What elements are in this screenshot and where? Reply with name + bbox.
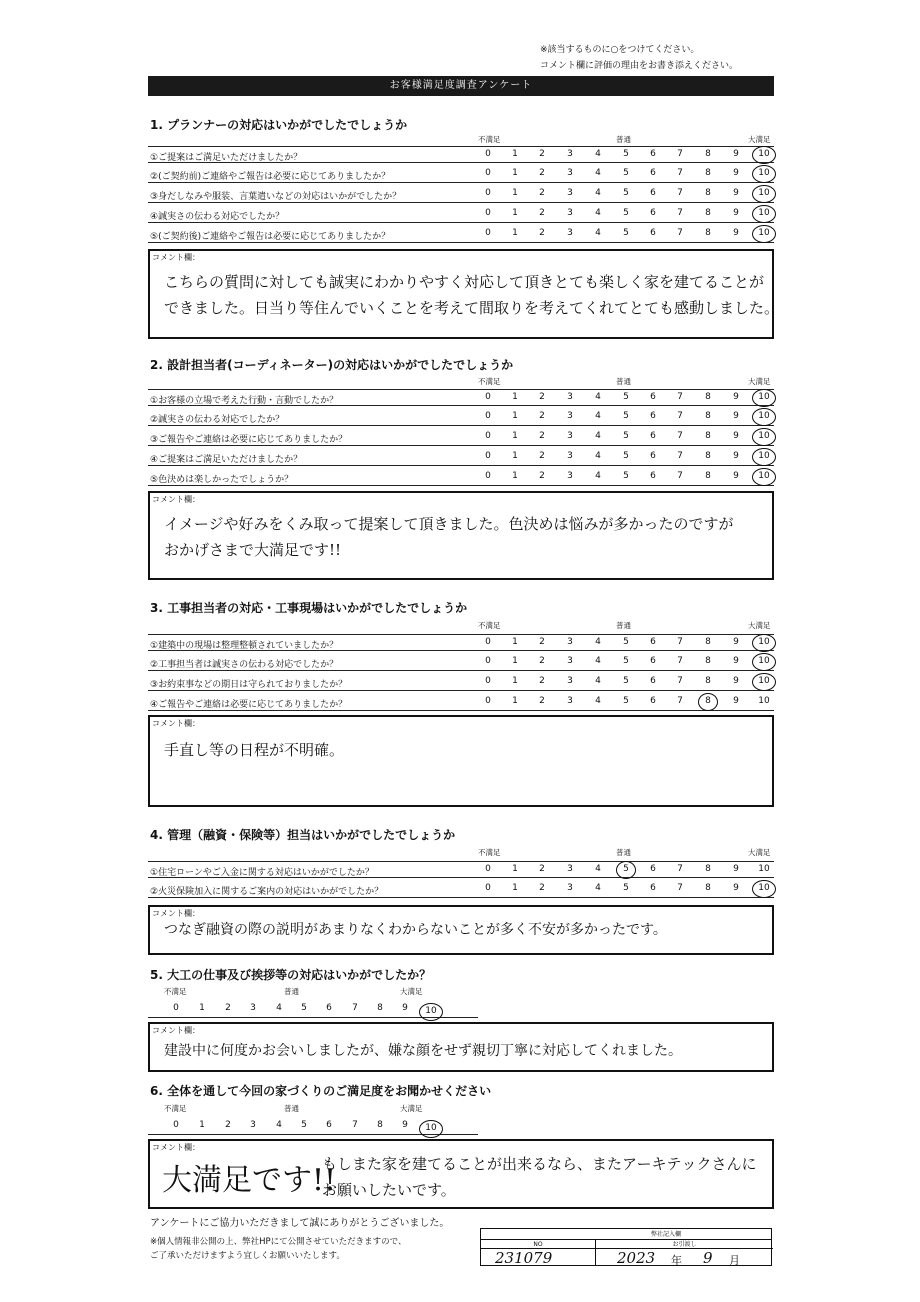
question-row <box>148 881 774 898</box>
rating-option[interactable]: 0 <box>485 188 491 198</box>
question-text: ①お客様の立場で考えた行動・言動でしたか？ <box>150 396 339 406</box>
scale-low-label: 不満足 <box>478 848 501 857</box>
rating-option-selected[interactable]: 10 <box>752 653 776 671</box>
scale-low-label: 不満足 <box>478 377 501 386</box>
rating-option[interactable]: 1 <box>199 1003 205 1013</box>
month-unit: 月 <box>729 1254 740 1267</box>
comment-label: コメント欄： <box>152 719 200 728</box>
question-text: ②(ご契約前)ご連絡やご報告は必要に応じてありましたか？ <box>150 172 391 182</box>
privacy-line: ご了承いただけますよう宜しくお願いいたします。 <box>150 1251 345 1261</box>
comment-text: おかげさまで大満足です!! <box>164 541 342 559</box>
comment-text: つなぎ融資の際の説明があまりなくわからないことが多く不安が多かったです。 <box>164 922 667 938</box>
rating-option[interactable]: 5 <box>623 637 629 647</box>
rating-option[interactable]: 9 <box>733 392 739 402</box>
question-text: ③お約束事などの期日は守られておりましたか？ <box>150 680 348 690</box>
rating-option[interactable]: 5 <box>623 656 629 666</box>
rating-option[interactable]: 6 <box>650 188 656 198</box>
rating-option[interactable]: 7 <box>677 864 683 874</box>
rating-option[interactable]: 9 <box>733 637 739 647</box>
rating-option[interactable]: 1 <box>512 228 518 238</box>
rating-option[interactable]: 3 <box>567 637 573 647</box>
rating-option[interactable]: 3 <box>567 168 573 178</box>
rating-option[interactable]: 2 <box>539 431 545 441</box>
rating-option[interactable]: 1 <box>512 864 518 874</box>
comment-text: イメージや好みをくみ取って提案して頂きました。色決めは悩みが多かったのですが <box>164 515 734 533</box>
rating-option[interactable]: 2 <box>539 411 545 421</box>
rating-option[interactable]: 8 <box>705 149 711 159</box>
rating-option[interactable]: 6 <box>650 228 656 238</box>
section-6-rating-row <box>148 1118 478 1135</box>
rating-option[interactable]: 9 <box>733 149 739 159</box>
rating-option[interactable]: 4 <box>595 883 601 893</box>
scale-mid-label: 普通 <box>616 377 631 386</box>
comment-text: 建設中に何度かお会いしましたが、嫌な顔をせず親切丁寧に対応してくれました。 <box>164 1043 682 1059</box>
question-row <box>148 861 774 878</box>
rating-option[interactable]: 3 <box>567 188 573 198</box>
rating-option-selected[interactable]: 10 <box>752 185 776 203</box>
rating-option[interactable]: 5 <box>623 188 629 198</box>
rating-option[interactable]: 1 <box>512 676 518 686</box>
comment-text: お願いしたいです。 <box>322 1181 456 1199</box>
rating-option[interactable]: 1 <box>512 411 518 421</box>
rating-option[interactable]: 2 <box>539 864 545 874</box>
rating-option[interactable]: 3 <box>567 696 573 706</box>
rating-option[interactable]: 5 <box>623 208 629 218</box>
rating-option[interactable]: 7 <box>677 392 683 402</box>
scale-high-label: 大満足 <box>748 848 771 857</box>
rating-option[interactable]: 6 <box>650 656 656 666</box>
rating-option-selected[interactable]: 10 <box>752 146 776 164</box>
question-text: ③ご報告やご連絡は必要に応じてありましたか？ <box>150 435 348 445</box>
rating-option[interactable]: 1 <box>512 883 518 893</box>
rating-option[interactable]: 9 <box>733 696 739 706</box>
rating-option[interactable]: 8 <box>377 1003 383 1013</box>
question-text: ⑤(ご契約後)ご連絡やご報告は必要に応じてありましたか？ <box>150 232 391 242</box>
rating-option[interactable]: 9 <box>733 168 739 178</box>
rating-option[interactable]: 5 <box>623 696 629 706</box>
rating-option[interactable]: 3 <box>567 411 573 421</box>
rating-option[interactable]: 9 <box>733 676 739 686</box>
rating-option[interactable]: 4 <box>595 431 601 441</box>
rating-option[interactable]: 0 <box>485 696 491 706</box>
rating-option[interactable]: 2 <box>539 451 545 461</box>
rating-option-selected[interactable]: 10 <box>752 673 776 691</box>
rating-option[interactable]: 8 <box>705 883 711 893</box>
rating-option[interactable]: 2 <box>539 471 545 481</box>
rating-option-selected[interactable]: 10 <box>419 1120 443 1138</box>
rating-option[interactable]: 6 <box>650 168 656 178</box>
question-text: ④ご報告やご連絡は必要に応じてありましたか？ <box>150 700 348 710</box>
rating-option[interactable]: 9 <box>733 656 739 666</box>
rating-option[interactable]: 8 <box>705 637 711 647</box>
rating-option[interactable]: 3 <box>567 451 573 461</box>
rating-option[interactable]: 6 <box>650 431 656 441</box>
question-row <box>148 186 774 203</box>
rating-option[interactable]: 7 <box>677 228 683 238</box>
rating-option[interactable]: 2 <box>539 696 545 706</box>
rating-option[interactable]: 2 <box>539 168 545 178</box>
rating-option[interactable]: 5 <box>623 676 629 686</box>
rating-option[interactable]: 2 <box>539 676 545 686</box>
rating-option[interactable]: 4 <box>595 656 601 666</box>
rating-option[interactable]: 3 <box>250 1120 256 1130</box>
question-text: ④ご提案はご満足いただけましたか？ <box>150 455 303 465</box>
question-row <box>148 469 774 486</box>
rating-option[interactable]: 3 <box>567 656 573 666</box>
rating-option-selected[interactable]: 10 <box>752 225 776 243</box>
question-text: ①建築中の現場は整理整頓されていましたか？ <box>150 641 339 651</box>
rating-option[interactable]: 6 <box>650 392 656 402</box>
rating-option[interactable]: 8 <box>705 208 711 218</box>
rating-option[interactable]: 7 <box>352 1003 358 1013</box>
comment-label: コメント欄： <box>152 909 200 918</box>
rating-option[interactable]: 8 <box>705 656 711 666</box>
scale-low-label: 不満足 <box>478 621 501 630</box>
rating-option[interactable]: 8 <box>705 228 711 238</box>
question-row <box>148 694 774 711</box>
comment-big-text: 大満足です!! <box>162 1163 337 1198</box>
rating-option[interactable]: 1 <box>512 451 518 461</box>
privacy-line: ※個人情報非公開の上、弊社HPにて公開させていただきますので、 <box>150 1237 407 1247</box>
question-text: ②工事担当者は誠実さの伝わる対応でしたか？ <box>150 660 339 670</box>
rating-option[interactable]: 10 <box>758 864 770 874</box>
rating-option[interactable]: 8 <box>705 864 711 874</box>
rating-option[interactable]: 4 <box>595 392 601 402</box>
rating-option[interactable]: 3 <box>567 676 573 686</box>
rating-option[interactable]: 9 <box>733 188 739 198</box>
rating-option[interactable]: 1 <box>512 471 518 481</box>
question-text: ④誠実さの伝わる対応でしたか？ <box>150 212 285 222</box>
office-use-label: 弊社記入欄 <box>651 1231 682 1238</box>
rating-option[interactable]: 6 <box>326 1003 332 1013</box>
rating-option[interactable]: 8 <box>705 451 711 461</box>
rating-option[interactable]: 6 <box>650 637 656 647</box>
rating-option[interactable]: 2 <box>539 883 545 893</box>
rating-option[interactable]: 7 <box>677 676 683 686</box>
section-6-title: 6. 全体を通して今回の家づくりのご満足度をお聞かせください <box>150 1084 492 1098</box>
rating-option[interactable]: 4 <box>595 208 601 218</box>
rating-option[interactable]: 2 <box>539 188 545 198</box>
rating-option[interactable]: 6 <box>326 1120 332 1130</box>
rating-option[interactable]: 0 <box>485 676 491 686</box>
scale-low-label: 不満足 <box>478 135 501 144</box>
rating-option[interactable]: 9 <box>733 883 739 893</box>
scale-high-label: 大満足 <box>400 987 423 996</box>
rating-option[interactable]: 2 <box>225 1003 231 1013</box>
comment-text: 手直し等の日程が不明確。 <box>164 741 345 759</box>
rating-option[interactable]: 3 <box>567 208 573 218</box>
rating-option[interactable]: 8 <box>705 676 711 686</box>
rating-option[interactable]: 6 <box>650 883 656 893</box>
rating-option[interactable]: 2 <box>539 208 545 218</box>
rating-option[interactable]: 1 <box>512 392 518 402</box>
rating-option[interactable]: 5 <box>623 471 629 481</box>
table-divider <box>595 1240 596 1266</box>
scale-high-label: 大満足 <box>748 135 771 144</box>
rating-option[interactable]: 6 <box>650 149 656 159</box>
rating-option[interactable]: 2 <box>539 637 545 647</box>
question-row <box>148 226 774 243</box>
rating-option[interactable]: 9 <box>733 431 739 441</box>
rating-option[interactable]: 3 <box>567 471 573 481</box>
rating-option[interactable]: 6 <box>650 411 656 421</box>
rating-option[interactable]: 1 <box>199 1120 205 1130</box>
rating-option[interactable]: 7 <box>677 883 683 893</box>
scale-mid-label: 普通 <box>616 135 631 144</box>
rating-option-selected[interactable]: 10 <box>752 428 776 446</box>
rating-option[interactable]: 4 <box>595 451 601 461</box>
rating-option[interactable]: 6 <box>650 451 656 461</box>
rating-option[interactable]: 1 <box>512 208 518 218</box>
rating-option[interactable]: 5 <box>623 883 629 893</box>
question-text: ⑤色決めは楽しかったでしょうか？ <box>150 475 294 485</box>
rating-option[interactable]: 7 <box>677 471 683 481</box>
rating-option[interactable]: 8 <box>705 471 711 481</box>
rating-option[interactable]: 7 <box>677 188 683 198</box>
scale-mid-label: 普通 <box>284 1104 299 1113</box>
comment-text: できました。日当り等住んでいくことを考えて間取りを考えてくれてとても感動しました。 <box>164 299 780 317</box>
rating-option[interactable]: 0 <box>485 208 491 218</box>
rating-option[interactable]: 9 <box>733 451 739 461</box>
rating-option[interactable]: 8 <box>705 411 711 421</box>
year-unit: 年 <box>671 1254 682 1267</box>
rating-option-selected[interactable]: 10 <box>752 634 776 652</box>
rating-option-selected[interactable]: 10 <box>752 389 776 407</box>
rating-option[interactable]: 8 <box>705 392 711 402</box>
rating-option[interactable]: 3 <box>250 1003 256 1013</box>
office-use-table <box>480 1228 772 1266</box>
question-text: ②誠実さの伝わる対応でしたか？ <box>150 415 285 425</box>
rating-option[interactable]: 0 <box>485 411 491 421</box>
question-row <box>148 429 774 446</box>
rating-option[interactable]: 4 <box>595 149 601 159</box>
rating-option[interactable]: 8 <box>705 168 711 178</box>
rating-option-selected[interactable]: 5 <box>616 861 636 879</box>
rating-option[interactable]: 0 <box>485 431 491 441</box>
rating-option[interactable]: 1 <box>512 149 518 159</box>
rating-option[interactable]: 5 <box>623 149 629 159</box>
rating-option[interactable]: 4 <box>595 637 601 647</box>
rating-option[interactable]: 5 <box>623 392 629 402</box>
rating-option-selected[interactable]: 10 <box>752 205 776 223</box>
rating-option-selected[interactable]: 8 <box>698 693 718 711</box>
rating-option[interactable]: 1 <box>512 696 518 706</box>
comment-label: コメント欄： <box>152 1026 200 1035</box>
rating-option[interactable]: 0 <box>485 168 491 178</box>
handover-year-value[interactable]: 2023 <box>617 1249 656 1267</box>
rating-option-selected[interactable]: 10 <box>752 165 776 183</box>
instruction-note: ※該当するものに○をつけてください。 <box>540 45 700 55</box>
rating-option[interactable]: 2 <box>539 149 545 159</box>
office-use-header <box>481 1229 771 1240</box>
rating-option[interactable]: 8 <box>705 188 711 198</box>
rating-option[interactable]: 5 <box>623 411 629 421</box>
rating-option[interactable]: 4 <box>595 168 601 178</box>
section-2-title: 2. 設計担当者(コーディネーター)の対応はいかがでしたでしょうか <box>150 358 514 372</box>
scale-mid-label: 普通 <box>616 621 631 630</box>
rating-option[interactable]: 7 <box>677 451 683 461</box>
rating-option[interactable]: 5 <box>301 1120 307 1130</box>
question-row <box>148 409 774 426</box>
rating-option[interactable]: 4 <box>276 1003 282 1013</box>
rating-option[interactable]: 7 <box>677 411 683 421</box>
question-row <box>148 634 774 651</box>
rating-option[interactable]: 0 <box>485 637 491 647</box>
rating-option[interactable]: 3 <box>567 431 573 441</box>
thanks-text: アンケートにご協力いただきまして誠にありがとうございました。 <box>150 1218 450 1229</box>
section-5-title: 5. 大工の仕事及び挨拶等の対応はいかがでしたか？ <box>150 968 432 982</box>
rating-option[interactable]: 0 <box>173 1120 179 1130</box>
rating-option[interactable]: 1 <box>512 431 518 441</box>
rating-option[interactable]: 4 <box>595 188 601 198</box>
comment-label: コメント欄： <box>152 495 200 504</box>
question-row <box>148 449 774 466</box>
section-6-comment-box[interactable] <box>148 1139 774 1209</box>
question-text: ①ご提案はご満足いただけましたか？ <box>150 153 303 163</box>
question-row <box>148 674 774 691</box>
section-1-title: 1. プランナーの対応はいかがでしたでしょうか <box>150 118 408 132</box>
rating-option[interactable]: 1 <box>512 637 518 647</box>
rating-option[interactable]: 0 <box>485 883 491 893</box>
rating-option[interactable]: 0 <box>485 451 491 461</box>
rating-option[interactable]: 3 <box>567 149 573 159</box>
rating-option[interactable]: 4 <box>595 676 601 686</box>
rating-option[interactable]: 0 <box>173 1003 179 1013</box>
section-4-comment-box[interactable] <box>148 905 774 955</box>
scale-high-label: 大満足 <box>748 377 771 386</box>
question-row <box>148 654 774 671</box>
comment-instruction-note: コメント欄に評価の理由をお書き添えください。 <box>540 61 739 71</box>
section-1-comment-box[interactable] <box>148 249 780 339</box>
rating-option[interactable]: 7 <box>352 1120 358 1130</box>
rating-option[interactable]: 7 <box>677 149 683 159</box>
rating-option-selected[interactable]: 10 <box>752 408 776 426</box>
rating-option[interactable]: 9 <box>733 208 739 218</box>
scale-mid-label: 普通 <box>616 848 631 857</box>
rating-option[interactable]: 3 <box>567 883 573 893</box>
no-value[interactable]: 231079 <box>495 1249 553 1267</box>
rating-option[interactable]: 6 <box>650 208 656 218</box>
rating-option-selected[interactable]: 10 <box>419 1003 443 1021</box>
question-text: ②火災保険加入に関するご案内の対応はいかがでしたか？ <box>150 887 384 897</box>
question-text: ①住宅ローンやご入金に関する対応はいかがでしたか？ <box>150 868 374 878</box>
comment-label: コメント欄： <box>152 1143 200 1152</box>
rating-option[interactable]: 5 <box>623 228 629 238</box>
rating-option[interactable]: 5 <box>301 1003 307 1013</box>
rating-option[interactable]: 3 <box>567 392 573 402</box>
rating-option[interactable]: 5 <box>623 451 629 461</box>
rating-option[interactable]: 1 <box>512 188 518 198</box>
rating-option[interactable]: 7 <box>677 656 683 666</box>
rating-option[interactable]: 2 <box>539 392 545 402</box>
question-row <box>148 206 774 223</box>
question-row <box>148 146 774 163</box>
rating-option[interactable]: 7 <box>677 168 683 178</box>
rating-option[interactable]: 0 <box>485 392 491 402</box>
scale-mid-label: 普通 <box>284 987 299 996</box>
rating-option[interactable]: 7 <box>677 637 683 647</box>
rating-option[interactable]: 9 <box>733 411 739 421</box>
rating-option[interactable]: 6 <box>650 864 656 874</box>
scale-high-label: 大満足 <box>748 621 771 630</box>
comment-text: こちらの質問に対しても誠実にわかりやすく対応して頂きとても楽しく家を建てることが <box>164 273 765 291</box>
rating-option[interactable]: 5 <box>623 168 629 178</box>
rating-option[interactable]: 1 <box>512 168 518 178</box>
rating-option[interactable]: 3 <box>567 864 573 874</box>
rating-option[interactable]: 9 <box>733 864 739 874</box>
rating-option[interactable]: 4 <box>595 864 601 874</box>
rating-option[interactable]: 2 <box>539 656 545 666</box>
rating-option[interactable]: 4 <box>595 411 601 421</box>
question-row <box>148 389 774 406</box>
section-2-comment-box[interactable] <box>148 491 774 580</box>
rating-option[interactable]: 9 <box>733 471 739 481</box>
rating-option[interactable]: 0 <box>485 471 491 481</box>
no-header: NO <box>481 1240 595 1249</box>
rating-option[interactable]: 9 <box>402 1120 408 1130</box>
section-3-comment-box[interactable] <box>148 715 774 807</box>
rating-option[interactable]: 8 <box>705 431 711 441</box>
scale-low-label: 不満足 <box>164 1104 187 1113</box>
rating-option[interactable]: 4 <box>276 1120 282 1130</box>
scale-low-label: 不満足 <box>164 987 187 996</box>
section-5-rating-row <box>148 1001 478 1018</box>
rating-option[interactable]: 10 <box>758 696 770 706</box>
section-3-title: 3. 工事担当者の対応・工事現場はいかがでしたでしょうか <box>150 601 468 615</box>
privacy-note <box>150 1235 406 1263</box>
section-4-title: 4. 管理（融資・保険等）担当はいかがでしたでしょうか <box>150 828 456 842</box>
rating-option[interactable]: 7 <box>677 208 683 218</box>
rating-option[interactable]: 2 <box>539 228 545 238</box>
comment-label: コメント欄： <box>152 253 200 262</box>
rating-option[interactable]: 9 <box>733 228 739 238</box>
rating-option[interactable]: 7 <box>677 696 683 706</box>
rating-option[interactable]: 3 <box>567 228 573 238</box>
rating-option[interactable]: 8 <box>377 1120 383 1130</box>
section-5-comment-box[interactable] <box>148 1022 774 1072</box>
rating-option[interactable]: 2 <box>225 1120 231 1130</box>
rating-option[interactable]: 9 <box>402 1003 408 1013</box>
scale-high-label: 大満足 <box>400 1104 423 1113</box>
rating-option[interactable]: 6 <box>650 696 656 706</box>
rating-option[interactable]: 6 <box>650 471 656 481</box>
rating-option[interactable]: 0 <box>485 149 491 159</box>
rating-option-selected[interactable]: 10 <box>752 468 776 486</box>
rating-option[interactable]: 4 <box>595 471 601 481</box>
rating-option[interactable]: 0 <box>485 228 491 238</box>
rating-option[interactable]: 7 <box>677 431 683 441</box>
rating-option-selected[interactable]: 10 <box>752 880 776 898</box>
rating-option[interactable]: 0 <box>485 656 491 666</box>
rating-option[interactable]: 4 <box>595 228 601 238</box>
rating-option[interactable]: 0 <box>485 864 491 874</box>
rating-option[interactable]: 5 <box>623 431 629 441</box>
rating-option-selected[interactable]: 10 <box>752 448 776 466</box>
handover-header: お引渡し <box>596 1240 773 1249</box>
comment-text: もしまた家を建てることが出来るなら、またアーキテックさんに <box>322 1155 757 1173</box>
question-row <box>148 166 774 183</box>
survey-title: お客様満足度調査アンケート <box>148 76 774 96</box>
rating-option[interactable]: 4 <box>595 696 601 706</box>
rating-option[interactable]: 1 <box>512 656 518 666</box>
rating-option[interactable]: 6 <box>650 676 656 686</box>
question-text: ③身だしなみや服装、言葉遣いなどの対応はいかがでしたか？ <box>150 192 402 202</box>
handover-month-value[interactable]: 9 <box>703 1249 713 1267</box>
